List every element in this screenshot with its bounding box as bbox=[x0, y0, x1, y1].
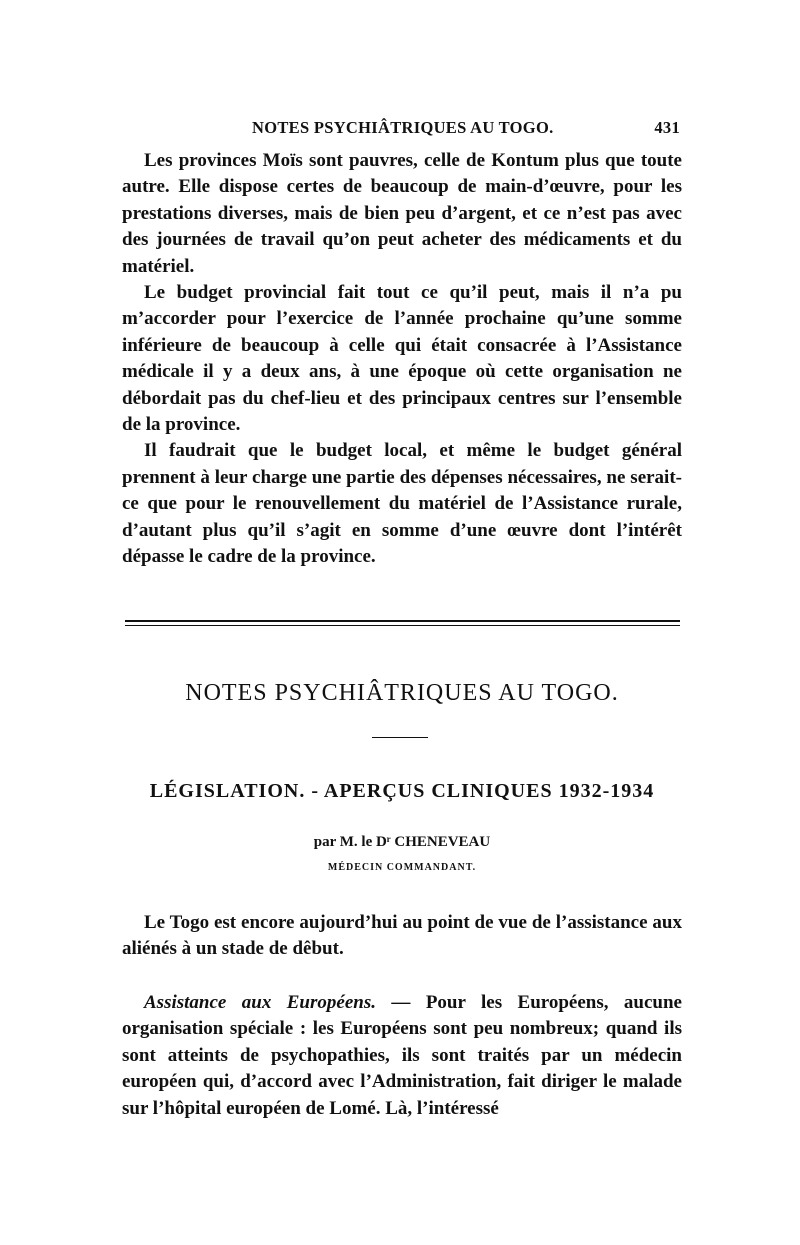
paragraph: Le budget provincial fait tout ce qu’il peut, mais il n’a pu m’accorder pour l’exercice de l’année prochaine qu’une somme inférieure de beaucoup à celle qui était consacrée à l’Assistance médicale il y a deux ans, à une époque où cette organisation ne débordait pas du chef-lieu et des principaux centres sur l’ensemble de la province. bbox=[122, 282, 682, 436]
title-rule bbox=[372, 737, 428, 738]
running-head-title: NOTES PSYCHIÂTRIQUES AU TOGO. bbox=[252, 118, 554, 137]
page-number: 431 bbox=[654, 118, 680, 137]
section-divider bbox=[125, 620, 680, 626]
paragraph: Le Togo est encore aujourd’hui au point de vue de l’assistance aux aliénés à un stade de dêbut. bbox=[122, 912, 682, 960]
article-subtitle: LÉGISLATION. - APERÇUS CLINIQUES 1932-1934 bbox=[149, 780, 655, 802]
article-title: NOTES PSYCHIÂTRIQUES AU TOGO. bbox=[185, 680, 619, 706]
section-heading: Assistance aux Européens. bbox=[144, 992, 376, 1013]
paragraph bbox=[122, 990, 682, 1122]
paragraph: Il faudrait que le budget local, et même le budget général prennent à leur charge une partie des dépenses nécessaires, ne serait-ce que pour le renouvellement du matériel de l’Assistance rurale, d’autant plus qu’il s’agit en somme d’une œuvre dont l’intérêt dépasse le cadre de la province. bbox=[122, 440, 682, 568]
section-text: — Pour les Européens, aucune organisation spéciale : les Européens sont peu nombreux; quand ils sont atteints de psychopathies, ils sont traités par un médecin européen qui, d’accord avec l’Administration, fait diriger le malade sur l’hôpital européen de Lomé. Là, l’intéressé bbox=[122, 992, 682, 1119]
author-role: MÉDECIN COMMANDANT. bbox=[327, 862, 477, 873]
article-intro bbox=[122, 910, 682, 963]
paragraph: Les provinces Moïs sont pauvres, celle de Kontum plus que toute autre. Elle dispose certes de beaucoup de main-d’œuvre, pour les prestations diverses, mais de bien peu d’argent, et ce n’est pas avec des journées de travail qu’on peut acheter des médicaments et du matériel. bbox=[122, 150, 682, 277]
section-europeans bbox=[122, 990, 682, 1122]
previous-article-text bbox=[122, 148, 682, 571]
article-author: par M. le Dʳ CHENEVEAU bbox=[313, 834, 491, 850]
